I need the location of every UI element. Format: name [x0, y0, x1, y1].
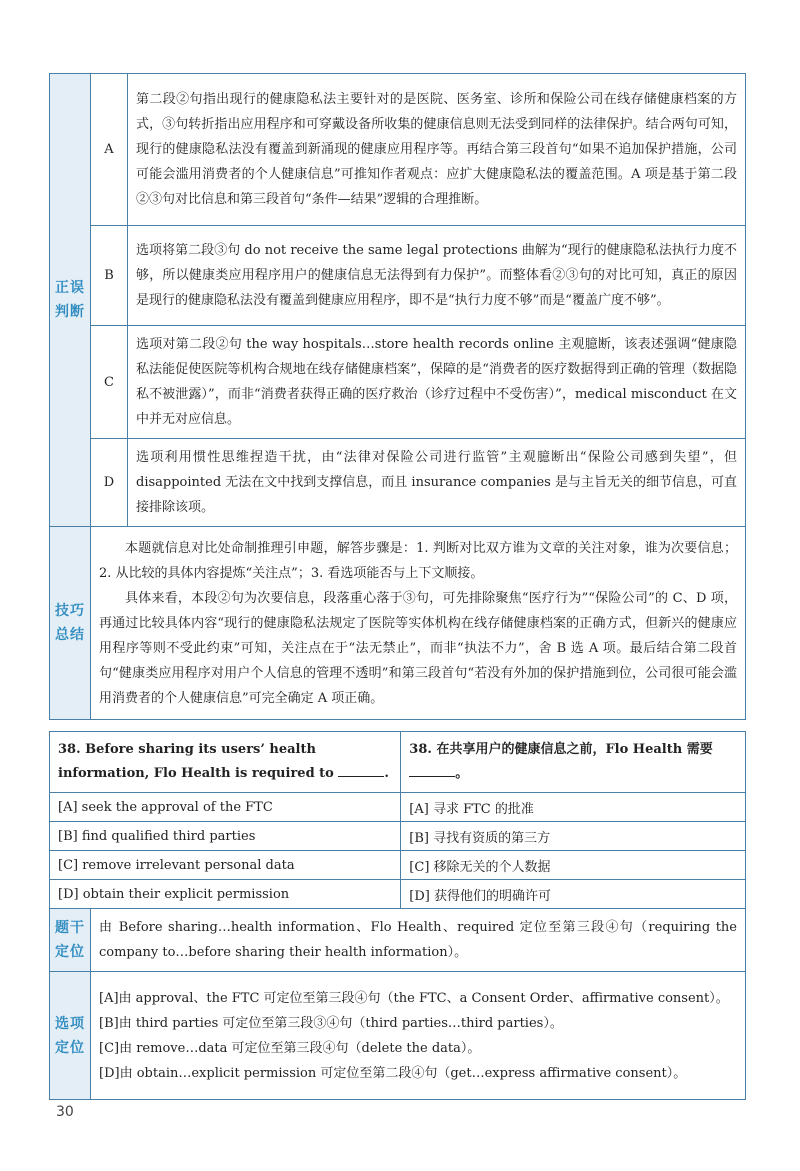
table-row [50, 527, 746, 720]
table-row [50, 909, 746, 972]
table-row [50, 851, 746, 880]
tips-label-line1: 技巧 [55, 603, 85, 619]
option-c-en: [C] remove irrelevant personal data [50, 851, 401, 880]
tips-paragraph-2: 具体来看，本段②句为次要信息，段落重心落于③句，可先排除聚焦“医疗行为”“保险公司”的 C、D 项，再通过比较具体内容“现行的健康隐私法规定了医院等实体机构在线存储健康档案的正确方式，但新兴的健康应用程序等则不受此约束”可知，关注点在于“法无禁止”，而非“执法不力”，舍 B 选 A 项。最后结合第二段首句“健康类应用程序对用户个人信息的管理不透明”和第三段首句“若没有外加的保护措施到位，公司很可能会滥用消费者的个人健康信息”可完全确定 A 项正确。 [99, 590, 737, 706]
option-letter-d: D [91, 439, 128, 527]
option-b-en: [B] find qualified third parties [50, 822, 401, 851]
tips-paragraph-1: 本题就信息对比处命制推理引申题，解答步骤是：1. 判断对比双方谁为文章的关注对象，谁为次要信息；2. 从比较的具体内容提炼“关注点”；3. 看选项能否与上下文顺接。 [99, 540, 737, 581]
option-letter-a: A [91, 74, 128, 226]
option-a-zh: [A] 寻求 FTC 的批准 [401, 793, 746, 822]
table-row [50, 74, 746, 226]
option-b-zh: [B] 寻找有资质的第三方 [401, 822, 746, 851]
option-d-analysis: 选项利用惯性思维捏造干扰，由“法律对保险公司进行监管”主观臆断出“保险公司感到失望”，但 disappointed 无法在文中找到支撑信息，而且 insurance companies 是与主旨无关的细节信息，可直接排除该项。 [128, 439, 746, 527]
option-letter-b: B [91, 226, 128, 326]
question-stem-zh [401, 732, 746, 793]
table-row [50, 326, 746, 439]
locate-option-b: [B]由 third parties 可定位至第三段③④句（third parties…third parties）。 [99, 1015, 563, 1031]
judgement-label-line2: 判断 [55, 304, 85, 320]
stem-en-text: 38. Before sharing its users’ health information, Flo Health is required to [58, 742, 334, 781]
stem-zh-end: 。 [455, 766, 469, 781]
locate-stem-label-cell [50, 909, 91, 972]
locate-options-label-line2: 定位 [55, 1039, 85, 1056]
option-d-en: [D] obtain their explicit permission [50, 880, 401, 909]
tips-label-line2: 总结 [55, 627, 85, 643]
stem-zh-text: 38. 在共享用户的健康信息之前，Flo Health 需要 [409, 742, 713, 757]
locate-option-c: [C]由 remove…data 可定位至第三段④句（delete the data）。 [99, 1040, 481, 1056]
option-letter-c: C [91, 326, 128, 439]
locate-option-a: [A]由 approval、the FTC 可定位至第三段④句（the FTC、a Consent Order、affirmative consent）。 [99, 990, 729, 1006]
option-c-zh: [C] 移除无关的个人数据 [401, 851, 746, 880]
locate-option-d: [D]由 obtain…explicit permission 可定位至第二段④句（get…express affirmative consent）。 [99, 1065, 687, 1081]
analysis-table [49, 73, 746, 720]
locate-stem-label-line1: 题干 [55, 920, 85, 936]
table-row [50, 439, 746, 527]
question-stem-en [50, 732, 401, 793]
option-a-analysis: 第二段②句指出现行的健康隐私法主要针对的是医院、医务室、诊所和保险公司在线存储健康档案的方式，③句转折指出应用程序和可穿戴设备所收集的健康信息则无法受到同样的法律保护。结合两句可知，现行的健康隐私法没有覆盖到新涌现的健康应用程序等。再结合第三段首句“如果不追加保护措施，公司可能会滥用消费者的个人健康信息”可推知作者观点：应扩大健康隐私法的覆盖范围。A 项是基于第二段②③句对比信息和第三段首句“条件—结果”逻辑的合理推断。 [128, 74, 746, 226]
table-row [50, 822, 746, 851]
option-b-analysis: 选项将第二段③句 do not receive the same legal protections 曲解为“现行的健康隐私法执行力度不够，所以健康类应用程序用户的健康信息无法得到有力保护”。而整体看②③句的对比可知，真正的原因是现行的健康隐私法没有覆盖到健康应用程序，即不是“执行力度不够”而是“覆盖广度不够”。 [128, 226, 746, 326]
table-row [50, 793, 746, 822]
tips-content [91, 527, 746, 720]
table-row [50, 226, 746, 326]
locate-options-label-cell [50, 972, 91, 1100]
page-number: 30 [56, 1104, 74, 1120]
judgement-label-line1: 正误 [55, 280, 85, 296]
locate-options-label-line1: 选项 [55, 1015, 85, 1032]
locate-options-content [91, 972, 746, 1100]
option-d-zh: [D] 获得他们的明确许可 [401, 880, 746, 909]
answer-blank-en [338, 762, 384, 777]
answer-blank-zh [409, 762, 455, 777]
option-c-analysis: 选项对第二段②句 the way hospitals…store health records online 主观臆断，该表述强调“健康隐私法能促使医院等机构合规地在线存储健康档案”，保障的是“消费者的医疗数据得到正确的管理（数据隐私不被泄露）”，而非“消费者获得正确的医疗救治（诊疗过程中不受伤害）”，medical misconduct 在文中并无对应信息。 [128, 326, 746, 439]
locate-stem-label-line2: 定位 [55, 944, 85, 960]
table-row [50, 880, 746, 909]
locate-stem-text: 由 Before sharing…health information、Flo Health、required 定位至第三段④句（requiring the company to…before sharing their health information）。 [91, 909, 746, 972]
table-row [50, 732, 746, 793]
tips-label-cell [50, 527, 91, 720]
judgement-label-cell [50, 74, 91, 527]
table-row [50, 972, 746, 1100]
question-38-table [49, 731, 746, 1100]
stem-en-end: . [384, 766, 389, 781]
option-a-en: [A] seek the approval of the FTC [50, 793, 401, 822]
